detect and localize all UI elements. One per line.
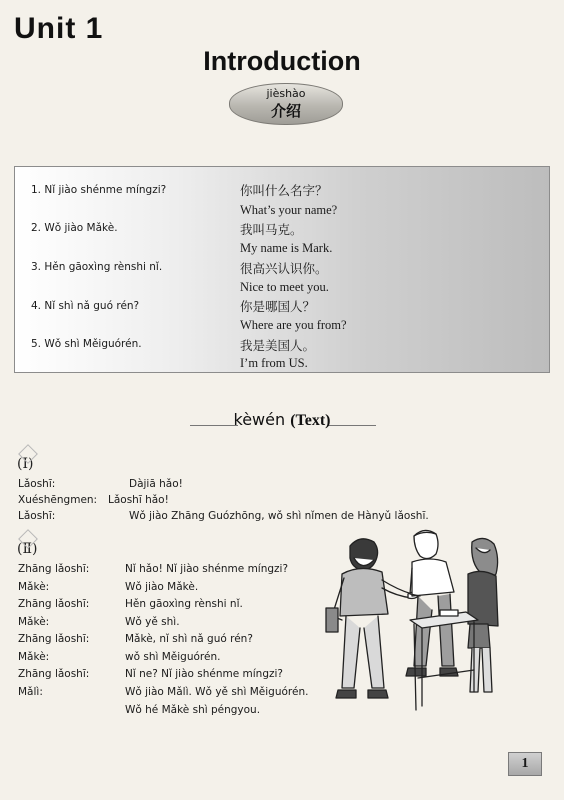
phrase-pinyin: 4. Nǐ shì nǎ guó rén? bbox=[31, 300, 140, 312]
phrase-english: Nice to meet you. bbox=[240, 280, 329, 294]
dialogue-line: Dàjiā hǎo! bbox=[129, 478, 183, 490]
phrase-pinyin: 2. Wǒ jiào Mǎkè. bbox=[31, 222, 118, 234]
phrase-pinyin: 5. Wǒ shì Měiguórén. bbox=[31, 338, 142, 350]
dialogue-speaker: Zhāng lǎoshī: bbox=[18, 668, 90, 680]
phrase-pinyin: 1. Nǐ jiào shénme míngzi? bbox=[31, 184, 167, 196]
dialogue-speaker: Zhāng lǎoshī: bbox=[18, 598, 90, 610]
students-greeting-illustration bbox=[322, 528, 512, 728]
page-title: Introduction bbox=[203, 46, 361, 76]
dialogue-speaker: Zhāng lǎoshī: bbox=[18, 633, 90, 645]
dialogue-line: wǒ shì Měiguórén. bbox=[125, 651, 221, 663]
dialogue-line: Nǐ hǎo! Nǐ jiào shénme míngzi? bbox=[125, 563, 289, 575]
dialogue-line: Wǒ hé Mǎkè shì péngyou. bbox=[125, 704, 261, 716]
dialogue-line: Wǒ jiào Zhāng Guózhōng, wǒ shì nǐmen de Hànyǔ lǎoshī. bbox=[129, 510, 429, 522]
dialogue-speaker: Lǎoshī: bbox=[18, 478, 56, 490]
dialogue-line: Lǎoshī hǎo! bbox=[108, 494, 169, 506]
phrase-hanzi: 很高兴认识你。 bbox=[240, 261, 328, 276]
dialogue-line: Wǒ jiào Mǎlì. Wǒ yě shì Měiguórén. bbox=[125, 686, 309, 698]
heading-pinyin: kèwén bbox=[233, 410, 286, 429]
phrase-pinyin: 3. Hěn gāoxìng rènshi nǐ. bbox=[31, 261, 163, 273]
badge-pinyin: jièshào bbox=[266, 87, 306, 100]
unit-title: Unit 1 bbox=[14, 12, 104, 45]
heading-english: (Text) bbox=[290, 412, 331, 429]
text-section-heading bbox=[0, 410, 564, 430]
phrase-hanzi: 你叫什么名字？ bbox=[240, 183, 328, 198]
dialogue-speaker: Zhāng lǎoshī: bbox=[18, 563, 90, 575]
dialogue-speaker: Xuéshēngmen: bbox=[18, 494, 98, 506]
dialogue-speaker: Lǎoshī: bbox=[18, 510, 56, 522]
dialogue-speaker: Mǎkè: bbox=[18, 581, 50, 593]
title-badge bbox=[229, 83, 343, 125]
dialogue-line: Wǒ yě shì. bbox=[125, 616, 180, 628]
dialogue-line: Mǎkè, nǐ shì nǎ guó rén? bbox=[125, 633, 253, 645]
dialogue-speaker: Mǎlì: bbox=[18, 686, 43, 698]
phrase-english: What’s your name? bbox=[240, 203, 338, 217]
phrase-hanzi: 我是美国人。 bbox=[240, 338, 316, 353]
dialogue-speaker: Mǎkè: bbox=[18, 616, 50, 628]
section-two-marker: (Ⅱ) bbox=[17, 541, 37, 557]
phrase-english: My name is Mark. bbox=[240, 241, 333, 255]
phrase-hanzi: 你是哪国人？ bbox=[240, 299, 316, 314]
phrase-english: Where are you from? bbox=[240, 318, 347, 332]
dialogue-line: Wǒ jiào Mǎkè. bbox=[125, 581, 199, 593]
dialogue-speaker: Mǎkè: bbox=[18, 651, 50, 663]
badge-hanzi: 介绍 bbox=[270, 102, 301, 120]
dialogue-line: Nǐ ne? Nǐ jiào shénme míngzi? bbox=[125, 668, 284, 680]
page-number: 1 bbox=[508, 752, 542, 776]
dialogue-line: Hěn gāoxìng rènshi nǐ. bbox=[125, 598, 243, 610]
section-one-marker: (Ⅰ) bbox=[17, 456, 33, 472]
phrase-hanzi: 我叫马克。 bbox=[240, 222, 303, 237]
phrase-english: I’m from US. bbox=[240, 356, 308, 370]
